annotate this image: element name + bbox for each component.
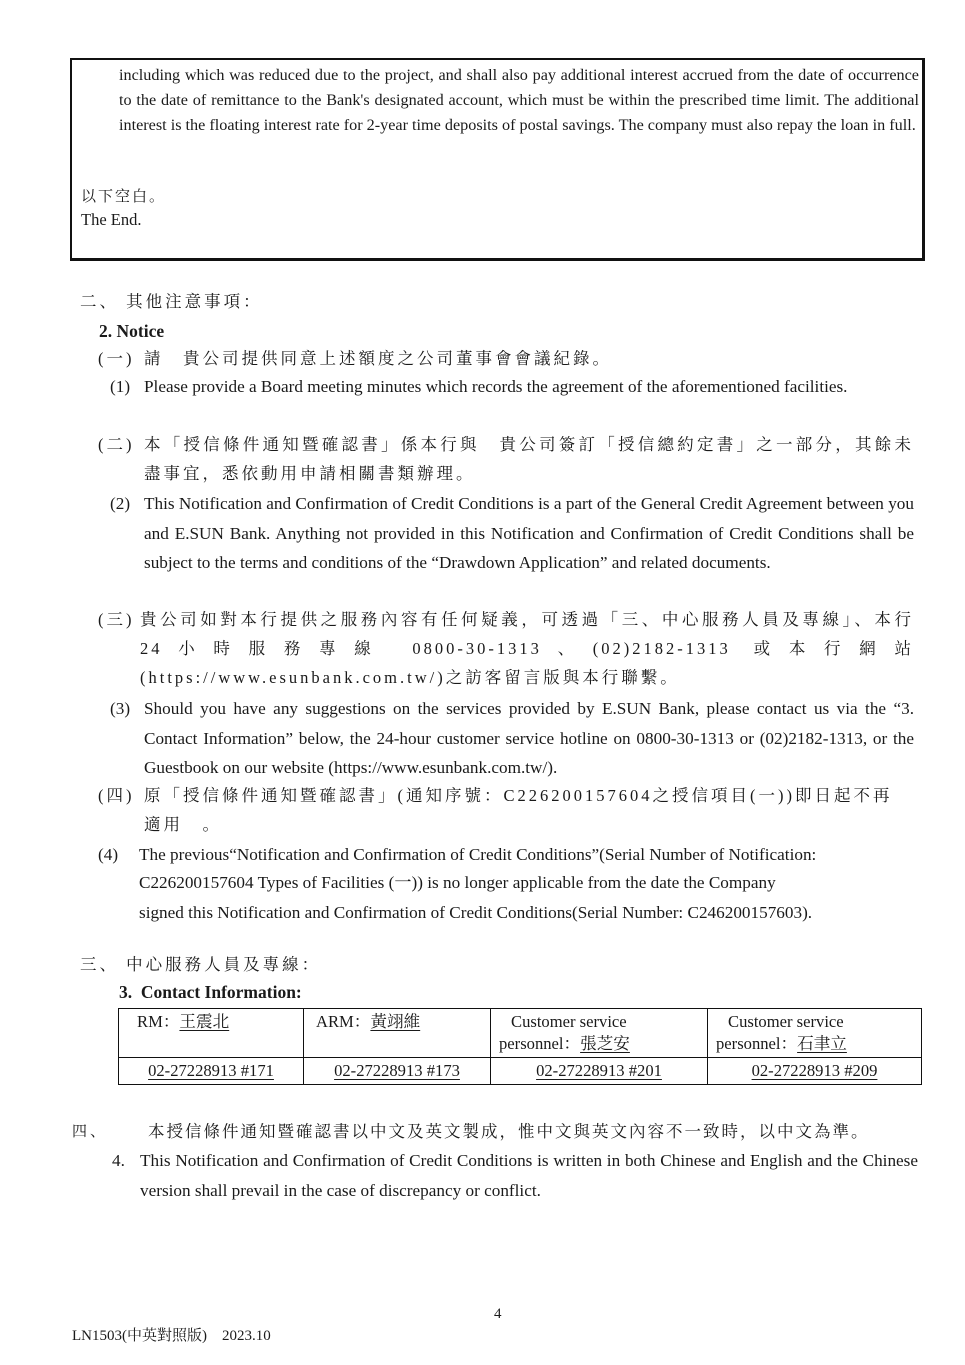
page-number: 4 [494,1306,502,1322]
terms-box [70,58,925,261]
section4-text-zh: 本授信條件通知暨確認書以中文及英文製成，惟中文與英文內容不一致時，以中文為準。 [148,1122,870,1141]
section4-label-en: 4. [112,1151,125,1170]
item2-text-en: This Notification and Confirmation of Credit Conditions is a part of the General Credit Agreement between you and E.SUN Bank. Anything not provided in this Notification and Confirmation of Credit Conditions shall be subject to the terms and conditions of the “Drawdown Application” and related documents. [144,494,914,572]
item2-label-zh: (二) [98,435,135,454]
item3-text-en: Should you have any suggestions on the services provided by E.SUN Bank, please contact us via the “3. Contact Information” below, the 24-hour customer service hotline on 0800-30-1313 or (02)2182-1313, or the Guestbook on our website (https://www.esunbank.com.tw/). [144,699,914,777]
the-end-text: The End. [81,210,142,229]
arm-name: 黃翊維 [370,1012,421,1031]
item3-label-zh: (三) [98,610,135,629]
cs1-role2: personnel： [499,1034,581,1053]
arm-role: ARM： [316,1012,371,1031]
item1-label-en: (1) [110,377,131,396]
item1-text-en: Please provide a Board meeting minutes which records the agreement of the aforementioned facilities. [144,377,848,396]
item4-text-en-line2: C226200157604 Types of Facilities (一)) is no longer applicable from the date the Company [139,873,776,892]
rm-cell [119,1009,304,1058]
section4-label-zh: 四、 [72,1124,109,1140]
item4-text-en-line3: signed this Notification and Confirmation of Credit Conditions(Serial Number: C246200157603). [139,903,813,922]
arm-phone: 02-27228913 #173 [304,1058,491,1085]
item4-text-en-line1: The previous“Notification and Confirmation of Credit Conditions”(Serial Number of Notification: [139,845,817,864]
cs1-role: Customer service [511,1012,627,1031]
blank-below-zh: 以下空白。 [81,189,167,205]
rm-role: RM： [137,1012,180,1031]
item4-label-zh: (四) [98,786,135,805]
cs2-role: Customer service [728,1012,844,1031]
section4-text-en: This Notification and Confirmation of Credit Conditions is written in both Chinese and English and the Chinese version shall prevail in the case of discrepancy or conflict. [140,1151,918,1200]
item2-text-zh: 本「授信條件通知暨確認書」係本行與 貴公司簽訂「授信總約定書」之一部分，其餘未盡事宜，悉依動用申請相關書類辦理。 [144,435,914,483]
cs2-phone: 02-27228913 #209 [708,1058,922,1085]
item2-label-en: (2) [110,494,131,513]
item1-text-zh: 請 貴公司提供同意上述額度之公司董事會會議紀錄。 [144,349,612,368]
contact-name-row [119,1009,922,1058]
section3-heading-zh: 三、 中心服務人員及專線： [80,955,322,974]
arm-cell [304,1009,491,1058]
item4-label-en: (4) [98,845,119,864]
rm-name: 王震北 [179,1012,230,1031]
repayment-clause: including which was reduced due to the project, and shall also pay additional interest accrued from the date of occurrence to the date of remittance to the Bank's designated account, which must be within the prescribed time limit. The additional interest is the floating interest rate for 2-year time deposits of postal savings. The company must also repay the loan in full. [119,66,919,134]
section2-heading-en: 2. Notice [99,321,165,341]
contact-table [118,1008,922,1085]
section3-heading-en: 3. Contact Information: [119,982,302,1002]
form-footer: LN1503(中英對照版) 2023.10 [72,1328,271,1344]
cs1-name: 張芝安 [580,1034,630,1053]
item4-text-zh: 原「授信條件通知暨確認書」(通知序號：C226200157604之授信項目(一))即日起不再適用 。 [144,786,893,834]
item3-text-zh: 貴公司如對本行提供之服務內容有任何疑義，可透過「三、中心服務人員及專線」、本行24小時服務專線 0800-30-1313、(02)2182-1313 或本行網站(https://www.esunbank.com.tw/)之訪客留言版與本行聯繫。 [140,610,914,687]
cs2-name: 石聿立 [797,1034,847,1053]
contact-phone-row [119,1058,922,1085]
cs1-cell [491,1009,708,1058]
item1-label-zh: (一) [98,349,135,368]
rm-phone: 02-27228913 #171 [119,1058,304,1085]
cs2-cell [708,1009,922,1058]
cs1-phone: 02-27228913 #201 [491,1058,708,1085]
item3-label-en: (3) [110,699,131,718]
section2-heading-zh: 二、 其他注意事項： [80,292,263,311]
cs2-role2: personnel： [716,1034,798,1053]
